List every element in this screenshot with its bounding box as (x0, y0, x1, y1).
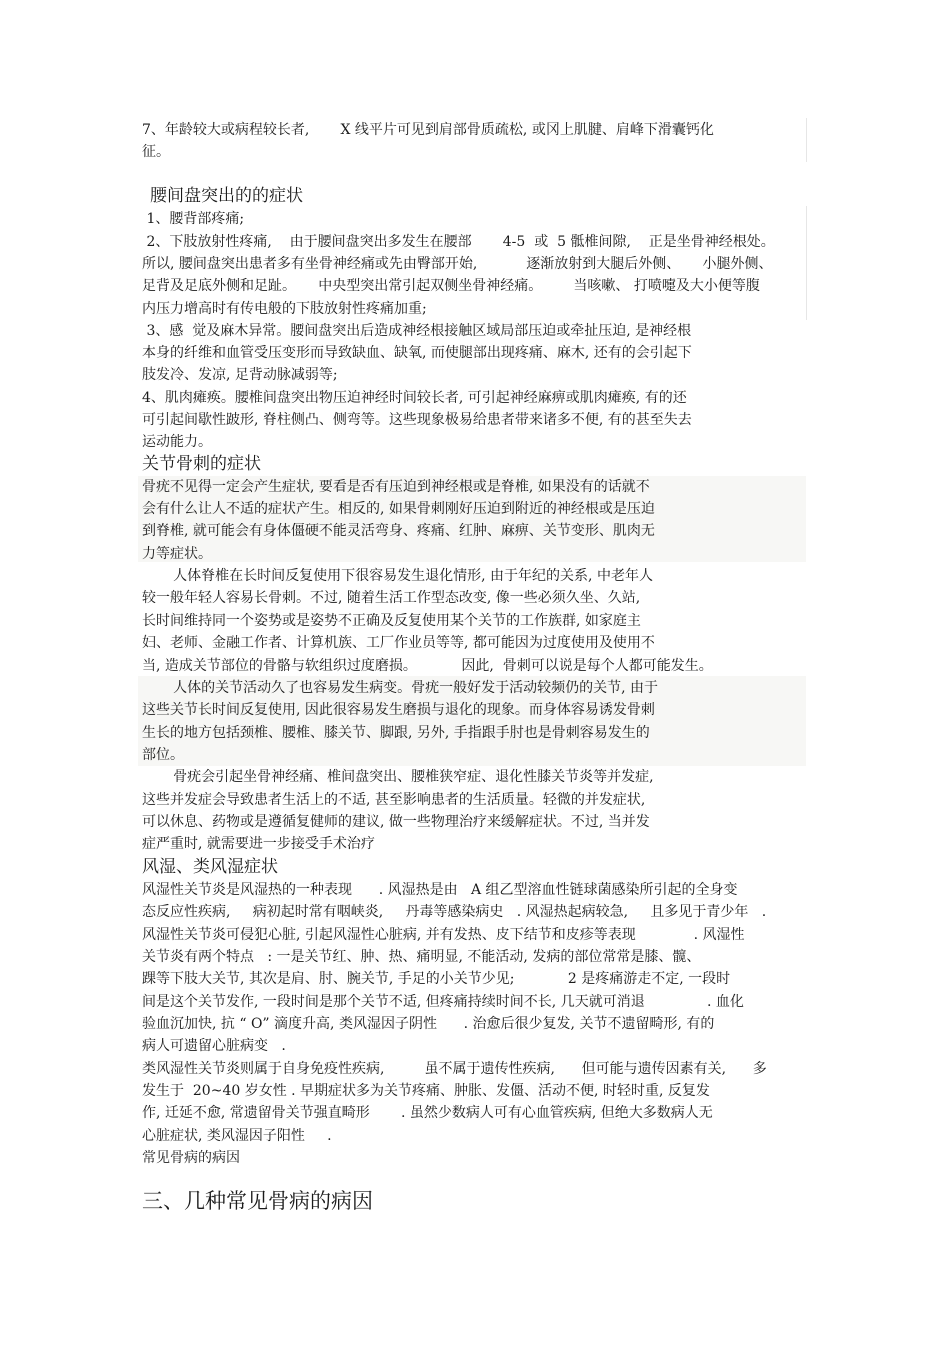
text-line: 较一般年轻人容易长骨刺。不过, 随着生活工作型态改变, 像一些必须久坐、久站, (142, 590, 641, 606)
heading-rheumatism-symptoms: 风湿、类风湿症状 (142, 857, 278, 877)
text-line: 生长的地方包括颈椎、腰椎、膝关节、脚跟, 另外, 手指跟手肘也是骨刺容易发生的 (142, 725, 650, 741)
text-line: 类风湿性关节炎则属于自身免疫性疾病, 虽不属于遗传性疾病, 但可能与遗传因素有关, 多 (142, 1061, 767, 1077)
text-line: 人体的关节活动久了也容易发生病变。骨疣一般好发于活动较频仍的关节, 由于 (142, 680, 659, 696)
text-line: 运动能力。 (142, 434, 212, 450)
text-line: 病人可遗留心脏病变 . (142, 1038, 286, 1054)
text-line: 心脏症状, 类风湿因子阳性 . (142, 1128, 332, 1144)
text-line: 到脊椎, 就可能会有身体僵硬不能灵活弯身、疼痛、红肿、麻痹、关节变形、肌肉无 (142, 523, 655, 539)
text-line: 骨疣会引起坐骨神经痛、椎间盘突出、腰椎狭窄症、退化性膝关节炎等并发症, (142, 769, 654, 785)
text-line: 4、肌肉瘫痪。腰椎间盘突出物压迫神经时间较长者, 可引起神经麻痹或肌肉瘫痪, 有的还 (142, 390, 687, 406)
text-line: 这些并发症会导致患者生活上的不适, 甚至影响患者的生活质量。轻微的并发症状, (142, 792, 646, 808)
text-line: 肢发冷、发凉, 足背动脉减弱等; (142, 367, 338, 383)
text-line: 关节炎有两个特点 : 一是关节红、肿、热、痛明显, 不能活动, 发病的部位常常是膝、髋、 (142, 949, 701, 965)
text-line: 本身的纤维和血管受压变形而导致缺血、缺氧, 而使腿部出现疼痛、麻木, 还有的会引起下 (142, 345, 692, 361)
heading-bone-spur-symptoms: 关节骨刺的症状 (142, 454, 261, 474)
text-line: 足背及足底外侧和足趾。 中央型突出常引起双侧坐骨神经痛。 当咳嗽、 打喷嚏及大小便等腹 (142, 278, 760, 294)
text-line: 2、下肢放射性疼痛, 由于腰间盘突出多发生在腰部 4-5 或 5 骶椎间隙, 正是坐骨神经根处。 (142, 234, 775, 250)
text-line: 7、年龄较大或病程较长者, X 线平片可见到肩部骨质疏松, 或冈上肌腱、肩峰下滑囊钙化 (142, 122, 714, 138)
heading-lumbar-disc-symptoms: 腰间盘突出的的症状 (150, 186, 303, 206)
text-line: 间是这个关节发作, 一段时间是那个关节不适, 但疼痛持续时间不长, 几天就可消退 . 血化 (142, 994, 744, 1010)
text-line: 当, 造成关节部位的骨骼与软组织过度磨损。 因此, 骨刺可以说是每个人都可能发生。 (142, 658, 713, 674)
text-line: 3、感 觉及麻木异常。腰间盘突出后造成神经根接触区域局部压迫或牵扯压迫, 是神经根 (142, 323, 692, 339)
text-line: 发生于 20~40 岁女性 . 早期症状多为关节疼痛、肿胀、发僵、活动不便, 时轻时重, 反复发 (142, 1083, 710, 1099)
text-line: 内压力增高时有传电般的下肢放射性疼痛加重; (142, 301, 427, 317)
text-line: 常见骨病的病因 (142, 1150, 240, 1166)
text-line: 人体脊椎在长时间反复使用下很容易发生退化情形, 由于年纪的关系, 中老年人 (142, 568, 653, 584)
text-line: 妇、老师、金融工作者、计算机族、工厂作业员等等, 都可能因为过度使用及使用不 (142, 635, 655, 651)
text-line: 征。 (142, 144, 170, 160)
text-line: 风湿性关节炎可侵犯心脏, 引起风湿性心脏病, 并有发热、皮下结节和皮疹等表现 . 风湿性 (142, 927, 745, 943)
text-line: 态反应性疾病, 病初起时常有咽峡炎, 丹毒等感染病史 . 风湿热起病较急, 且多见于青少年 . (142, 904, 767, 920)
text-line: 所以, 腰间盘突出患者多有坐骨神经痛或先由臀部开始, 逐渐放射到大腿后外侧、 小腿外侧、 (142, 256, 773, 272)
text-line: 部位。 (142, 747, 184, 763)
section-heading-causes: 三、几种常见骨病的病因 (142, 1189, 373, 1213)
text-line: 会有什么让人不适的症状产生。相反的, 如果骨刺刚好压迫到附近的神经根或是压迫 (142, 501, 655, 517)
text-line: 长时间维持同一个姿势或是姿势不正确及反复使用某个关节的工作族群, 如家庭主 (142, 613, 641, 629)
text-line: 可以休息、药物或是遵循复健师的建议, 做一些物理治疗来缓解症状。不过, 当并发 (142, 814, 650, 830)
text-line: 风湿性关节炎是风湿热的一种表现 . 风湿热是由 A 组乙型溶血性链球菌感染所引起的全身变 (142, 882, 738, 898)
text-line: 作, 迁延不愈, 常遗留骨关节强直畸形 . 虽然少数病人可有心血管疾病, 但绝大多数病人无 (142, 1105, 713, 1121)
margin-rule (806, 206, 807, 320)
text-line: 1、腰背部疼痛; (142, 211, 245, 227)
text-line: 症严重时, 就需要进一步接受手术治疗 (142, 836, 375, 852)
text-line: 验血沉加快, 抗 “ O” 滴度升高, 类风湿因子阴性 . 治愈后很少复发, 关节不遗留畸形, 有的 (142, 1016, 715, 1032)
text-line: 踝等下肢大关节, 其次是肩、肘、腕关节, 手足的小关节少见; 2 是疼痛游走不定, 一段时 (142, 971, 731, 987)
text-line: 这些关节长时间反复使用, 因此很容易发生磨损与退化的现象。而身体容易诱发骨刺 (142, 702, 655, 718)
text-line: 可引起间歇性跛形, 脊柱侧凸、侧弯等。这些现象极易给患者带来诸多不便, 有的甚至失去 (142, 412, 692, 428)
text-line: 力等症状。 (142, 546, 212, 562)
text-line: 骨疣不见得一定会产生症状, 要看是否有压迫到神经根或是脊椎, 如果没有的话就不 (142, 479, 650, 495)
margin-rule (806, 118, 807, 162)
